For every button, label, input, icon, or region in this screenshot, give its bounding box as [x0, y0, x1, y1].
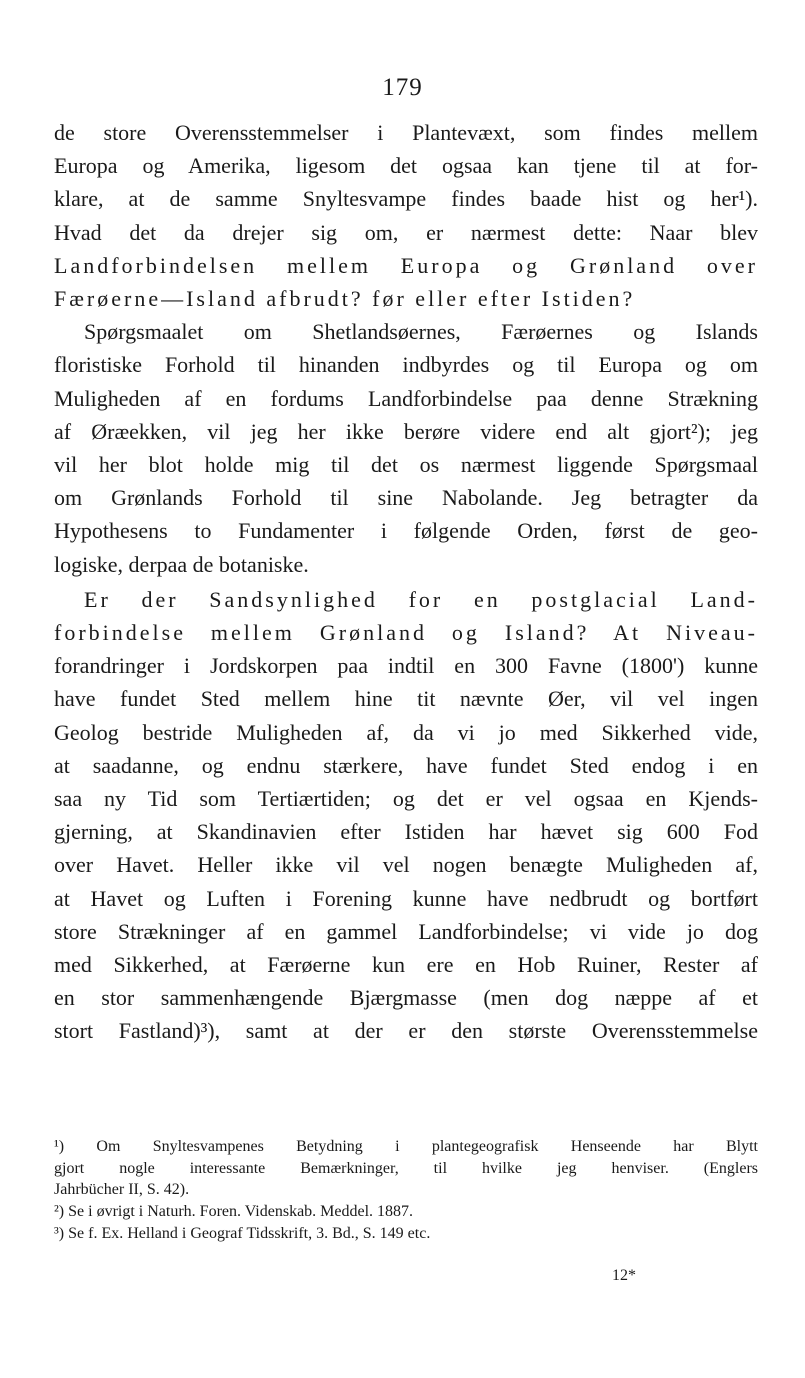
footnote-1-line: Jahrbücher II, S. 42).	[54, 1181, 190, 1199]
text-line: Geolog bestride Muligheden af, da vi jo med Sikkerhed vide,	[54, 719, 758, 745]
footnote-1-line: ¹) Om Snyltesvampenes Betydning i plantegeografisk Henseende har Blytt	[54, 1138, 758, 1155]
text-line: stort Fastland)³), samt at der er den største Overensstemmelse	[54, 1018, 758, 1044]
text-line: over Havet. Heller ikke vil vel nogen benægte Muligheden af,	[54, 852, 758, 878]
text-line: Muligheden af en fordums Landforbindelse paa denne Strækning	[54, 385, 758, 411]
footnote-1-line: gjort nogle interessante Bemærkninger, til hvilke jeg henviser. (Englers	[54, 1159, 758, 1177]
text-line: vil her blot holde mig til det os nærmest liggende Spørgsmaal	[54, 452, 758, 478]
page-number: 179	[382, 74, 423, 101]
text-line: at Havet og Luften i Forening kunne have nedbrudt og bortført	[54, 885, 758, 911]
text-line: en stor sammenhængende Bjærgmasse (men dog næppe af et	[54, 985, 758, 1011]
text-line-spaced: Landforbindelsen mellem Europa og Grønland over	[54, 252, 758, 278]
text-line: store Strækninger af en gammel Landforbindelse; vi vide jo dog	[54, 918, 758, 944]
text-line: gjerning, at Skandinavien efter Istiden har hævet sig 600 Fod	[54, 819, 758, 845]
text-line: Spørgsmaalet om Shetlandsøernes, Færøernes og Islands	[84, 319, 758, 345]
text-line: Europa og Amerika, ligesom det ogsaa kan tjene til at for-	[54, 153, 758, 179]
text-line: floristiske Forhold til hinanden indbyrdes og til Europa og om	[54, 352, 758, 378]
footnote-3: ³) Se f. Ex. Helland i Geograf Tidsskrift, 3. Bd., S. 149 etc.	[54, 1224, 431, 1242]
text-line: at saadanne, og endnu stærkere, have fundet Sted endog i en	[54, 752, 758, 778]
signature-mark: 12*	[612, 1267, 636, 1284]
paragraph-3	[54, 583, 758, 1048]
text-line: med Sikkerhed, at Færøerne kun ere en Hob Ruiner, Rester af	[54, 952, 758, 978]
text-line-spaced: Er der Sandsynlighed for en postglacial Land-	[84, 586, 758, 612]
text-line: af Øræekken, vil jeg her ikke berøre videre end alt gjort²); jeg	[54, 418, 758, 444]
paragraph-1	[54, 116, 758, 315]
text-line: Hypothesens to Fundamenter i følgende Orden, først de geo-	[54, 518, 758, 544]
footnotes	[54, 1136, 758, 1245]
text-line: klare, at de samme Snyltesvampe findes baade hist og her¹).	[54, 186, 758, 212]
text-line: forandringer i Jordskorpen paa indtil en 300 Favne (1800') kunne	[54, 653, 758, 679]
text-line-spaced: Færøerne—Island afbrudt? før eller efter Istiden?	[54, 286, 636, 312]
text-line-spaced: forbindelse mellem Grønland og Island? At Niveau-	[54, 620, 758, 646]
text-line: have fundet Sted mellem hine tit nævnte Øer, vil vel ingen	[54, 686, 758, 712]
paragraph-2	[54, 315, 758, 581]
footnote-2: ²) Se i øvrigt i Naturh. Foren. Videnskab. Meddel. 1887.	[54, 1203, 414, 1221]
text-line: logiske, derpaa de botaniske.	[54, 551, 309, 577]
text-line: om Grønlands Forhold til sine Nabolande. Jeg betragter da	[54, 485, 758, 511]
text-line: de store Overensstemmelser i Plantevæxt, som findes mellem	[54, 120, 758, 145]
body-text	[54, 116, 758, 1048]
text-line: Hvad det da drejer sig om, er nærmest dette: Naar blev	[54, 219, 758, 245]
text-line: saa ny Tid som Tertiærtiden; og det er vel ogsaa en Kjends-	[54, 786, 758, 812]
